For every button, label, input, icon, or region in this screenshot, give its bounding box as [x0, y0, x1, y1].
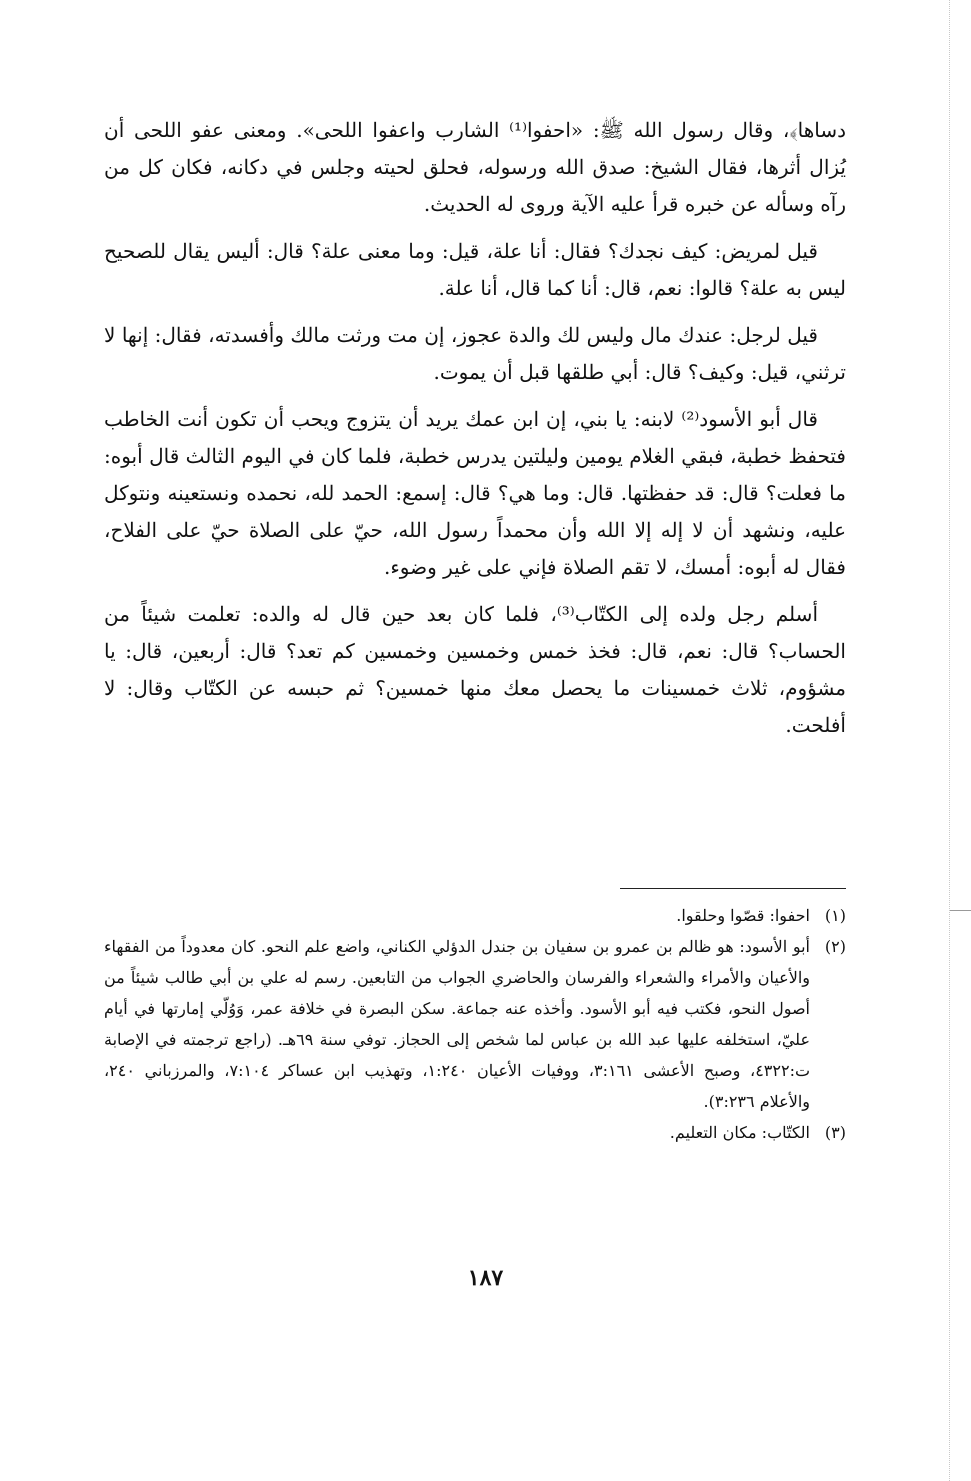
main-text: [104, 112, 846, 754]
paragraph: قال أبو الأسود⁽²⁾ لابنه: يا بني، إن ابن عمك يريد أن يتزوج ويحب أن تكون أنت الخاطب فتحفظ خطبة، فبقي الغلام يومين وليلتين يدرس خطبة، فلما كان في اليوم الثالث قال أبوه: ما فعلت؟ قال: قد حفظتها. قال: وما هي؟ قال: إسمع: الحمد لله، نحمده ونستعينه ونتوكل عليه، ونشهد أن لا إله إلا الله وأن محمداً رسول الله، حيّ على الصلاة حيّ على الفلاح، فقال له أبوه: أمسك، لا تقم الصلاة فإني على غير وضوء.: [104, 407, 846, 579]
scan-margin-line: [949, 0, 950, 1481]
footnote-number: (١): [824, 906, 846, 925]
footnotes: [104, 900, 846, 1148]
footnote-number: (٣): [824, 1123, 846, 1142]
footnote-text: أبو الأسود: هو ظالم بن عمرو بن سفيان بن جندل الدؤلي الكناني، واضع علم النحو. كان معدوداً من الفقهاء والأعيان والأمراء والشعراء والفرسان والحاضري الجواب من التابعين. رسم له علي بن أبي طالب شيئاً من أصول النحو، فكتب فيه أبو الأسود. وأخذه عنه جماعة. سكن البصرة في خلافة عمر، وَوُلّي إمارتها في أيام عليّ، استخلفه عليها عبد الله بن عباس لما شخص إلى الحجاز. توفي سنة ٦٩هـ. (راجع ترجمته في الإصابة ت:٤٣٢٢، وصبح الأعشى ٣:١٦١، ووفيات الأعيان ١:٢٤٠، وتهذيب ابن عساكر ٧:١٠٤، والمرزباني ٢٤٠، والأعلام ٣:٢٣٦).: [104, 937, 811, 1111]
paragraph: أسلم رجل ولده إلى الكتّاب⁽³⁾، فلما كان بعد حين قال له والده: تعلمت شيئاً من الحساب؟ قال: نعم، قال: فخذ خمس وخمسين وخمسين كم تعد؟ قال: أربعين، قال: يا مشؤوم، ثلاث خمسينات ما يحصل معك منها خمسين؟ ثم حبسه عن الكتّاب وقال: لا أفلحت.: [104, 602, 846, 737]
footnote-text: الكتّاب: مكان التعليم.: [669, 1123, 810, 1142]
scan-margin-mark: [950, 910, 971, 911]
footnote-separator: [620, 888, 846, 889]
footnote: [104, 931, 846, 1117]
footnote-text: احفوا: قصّوا وحلقوا.: [676, 906, 810, 925]
paragraph: قيل لمريض: كيف نجدك؟ فقال: أنا علة، قيل: وما معنى علة؟ قال: أليس يقال للصحيح ليس به علة؟ قالوا: نعم، قال: أنا كما قال، أنا علة.: [104, 239, 846, 300]
footnote: [104, 900, 846, 931]
footnote: [104, 1117, 846, 1148]
paragraph: دساها﴾، وقال رسول الله ﷺ: «احفوا⁽¹⁾ الشارب واعفوا اللحى». ومعنى عفو اللحى أن يُزال أثرها، فقال الشيخ: صدق الله ورسوله، فحلق لحيته وجلس في دكانه، فكان كل من رآه وسأله عن خبره قرأ عليه الآية وروى له الحديث.: [104, 118, 846, 216]
footnote-number: (٢): [824, 937, 846, 956]
paragraph: قيل لرجل: عندك مال وليس لك والدة عجوز، إن مت ورثت مالك وأفسدته، فقال: إنها لا ترثني، قيل: وكيف؟ قال: أبي طلقها قبل أن يموت.: [104, 323, 846, 384]
page-number: ١٨٧: [467, 1265, 504, 1291]
